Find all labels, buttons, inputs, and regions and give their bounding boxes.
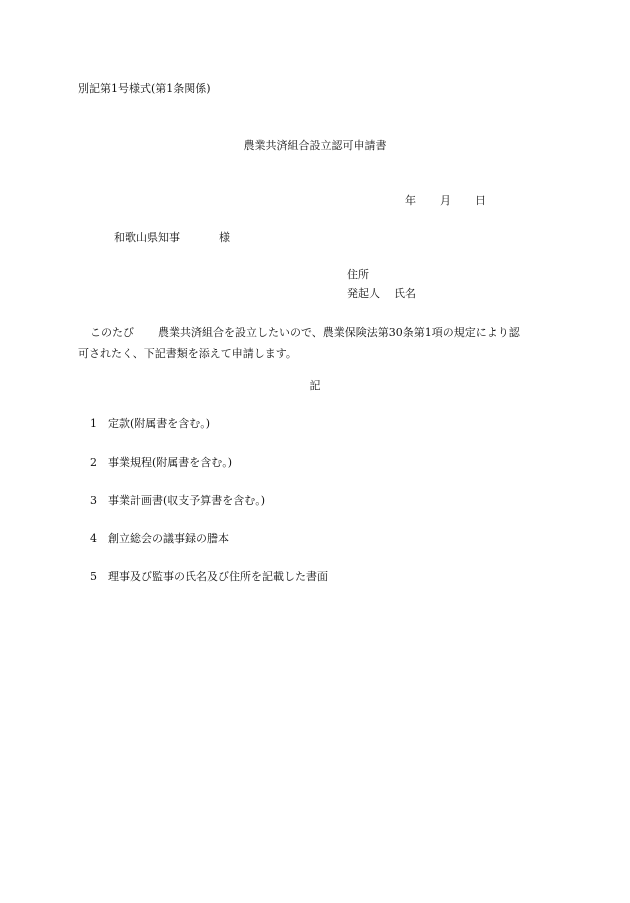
list-item: [90, 570, 328, 583]
sender-name-row: [347, 287, 416, 300]
list-item: [90, 417, 210, 430]
ki-heading: 記: [309, 379, 321, 392]
application-body: [78, 322, 553, 364]
list-item: [90, 532, 229, 545]
addressee-honorific: 様: [219, 231, 230, 244]
date-year-label: 年: [405, 194, 416, 207]
sender-role: 発起人: [347, 287, 380, 300]
body-line-1-start: このたび: [90, 326, 134, 339]
body-line-1: [78, 322, 553, 343]
list-item: [90, 494, 265, 507]
addressee-name: 和歌山県知事: [114, 231, 180, 244]
date-day-label: 日: [475, 194, 486, 207]
body-line-2: 可されたく、下記書類を添えて申請します。: [78, 347, 297, 360]
list-item-text: 事業規程(附属書を含む。): [108, 456, 233, 469]
list-item-number: 3: [90, 494, 97, 507]
form-label: 別記第1号様式(第1条関係): [78, 82, 211, 95]
list-item-number: 2: [90, 456, 97, 469]
list-item-text: 創立総会の議事録の謄本: [108, 532, 229, 545]
list-item-text: 理事及び監事の氏名及び住所を記載した書面: [108, 570, 328, 583]
addressee: [114, 231, 230, 244]
date-month-label: 月: [440, 194, 451, 207]
list-item-text: 定款(附属書を含む。): [108, 417, 211, 430]
list-item-number: 5: [90, 570, 97, 583]
list-item: [90, 456, 232, 469]
document-title: 農業共済組合設立認可申請書: [243, 139, 387, 152]
list-item-number: 4: [90, 532, 97, 545]
list-item-text: 事業計画書(収支予算書を含む。): [108, 494, 266, 507]
sender-address-label: 住所: [347, 268, 369, 281]
body-line-1-rest: 農業共済組合を設立したいので、農業保険法第30条第1項の規定により認: [158, 326, 520, 339]
date-row: [405, 194, 486, 207]
sender-name-label: 氏名: [394, 287, 416, 300]
list-item-number: 1: [90, 417, 97, 430]
